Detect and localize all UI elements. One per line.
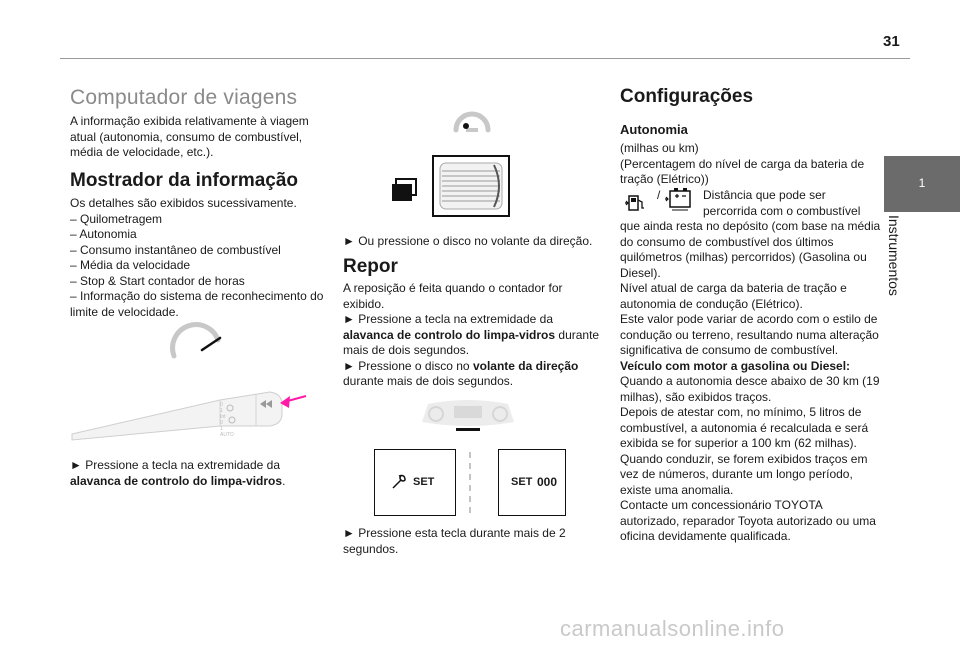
thumbwheel-illustration [432, 155, 510, 217]
reset-button-indicator [456, 428, 480, 431]
caption-set-button: ► Pressione esta tecla durante mais de 2 segundos. [343, 526, 566, 556]
section-heading-reset: Repor [343, 256, 398, 277]
list-item: limite de velocidade. [70, 304, 179, 319]
list-item: – Quilometragem [70, 211, 163, 226]
header-rule [60, 58, 910, 59]
chapter-tab-number: 1 [918, 176, 926, 190]
list-item: – Média da velocidade [70, 258, 191, 272]
units-text: (milhas ou km) (Percentagem do nível de carga da bateria de tração (Elétrico)) [620, 141, 865, 186]
list-item: – Stop & Start contador de horas [70, 273, 245, 288]
section-heading-display: Mostrador da informação [70, 170, 299, 191]
section-heading-settings: Configurações [620, 86, 754, 107]
reset-paragraph: A reposição é feita quando o contador for exibido. ► Pressione a tecla na extremidade da alavanca de controlo do limpa-vidros durante mais de dois segundos. ► Pressione o disco no volante da direção durante mais de dois segundos. [343, 281, 600, 388]
set-display-left [374, 449, 456, 516]
list-item: – Autonomia [70, 227, 137, 241]
page-title: Computador de viagens [70, 86, 298, 109]
stalk-label: 0 [220, 420, 223, 426]
stalk-label: Int [220, 414, 226, 420]
fuel-pump-icon [624, 193, 648, 213]
ev-battery-icon [664, 187, 694, 213]
chapter-side-label: Instrumentos [886, 215, 902, 296]
thumbwheel-dot [463, 123, 469, 129]
stalk-label: AUTO [220, 432, 234, 438]
info-list: Os detalhes são exibidos sucessivamente. – Quilometragem – Autonomia – Consumo instantâneo de combustível – Média da velocidade – Stop & Start contador de horas – Informação do sistema de reconhecimento do limite de velocidade. [70, 196, 324, 319]
intro-paragraph: A informação exibida relativamente à viagem atual (autonomia, consumo de combustível, média de velocidade, etc.). [70, 114, 309, 159]
watermark: carmanualsonline.info [560, 616, 785, 641]
stalk-label: 0 [220, 402, 223, 408]
stalk-label: 1 [220, 426, 223, 432]
display-screens-icon [390, 175, 418, 203]
page-number: 31 [883, 33, 900, 50]
set-label: SET [413, 476, 435, 488]
instrument-cluster-illustration [418, 396, 518, 438]
icon-separator: / [657, 188, 661, 202]
set-display-right [498, 449, 566, 516]
engine-note-heading: Veículo com motor a gasolina ou Diesel: [620, 358, 851, 373]
set-label: SET [511, 476, 533, 488]
steering-wheel-icon [168, 330, 228, 362]
autonomy-body: que ainda resta no depósito (com base na média do consumo de combustível dos últimos quilómetros (milhas) percorridos) (Gasolina ou Diesel). Nível atual de carga da bateria de tração e autonomia de condução (Elétrico). Este valor pode variar de acordo com o estilo de condução ou terreno, resultando numa alteração significativa de consumo de combustível. Veículo com motor a gasolina ou Diesel: Quando a autonomia desce abaixo de 30 km (19 milhas), são exibidos traços. Depois de atestar com, no mínimo, 5 litros de combustível, a autonomia é recalculada e será exibida se for superior a 100 km (62 milhas). Quando conduzir, se forem exibidos traços em vez de números, durante um longo período, existe uma anomalia. Contacte um concessionário TOYOTA autorizado, reparador Toyota autorizado ou uma oficina devidamente qualificada. [620, 219, 881, 543]
wiper-stalk-illustration [70, 386, 310, 446]
steering-wheel-icon [452, 108, 492, 136]
stalk-label: 1 [220, 408, 223, 414]
autonomy-icon-description: Distância que pode ser percorrida com o combustível [703, 188, 861, 218]
dashed-separator [465, 452, 475, 518]
subheading-autonomy: Autonomia [620, 122, 688, 137]
list-item: – Informação do sistema de reconhecimento do [70, 289, 324, 303]
counter-value: 000 [537, 475, 558, 489]
caption-thumbwheel: ► Ou pressione o disco no volante da direção. [343, 234, 593, 248]
caption-wiper-stalk: ► Pressione a tecla na extremidade da alavanca de controlo do limpa-vidros. [70, 458, 286, 488]
list-item: – Consumo instantâneo de combustível [70, 242, 281, 257]
wrench-icon [391, 474, 407, 490]
